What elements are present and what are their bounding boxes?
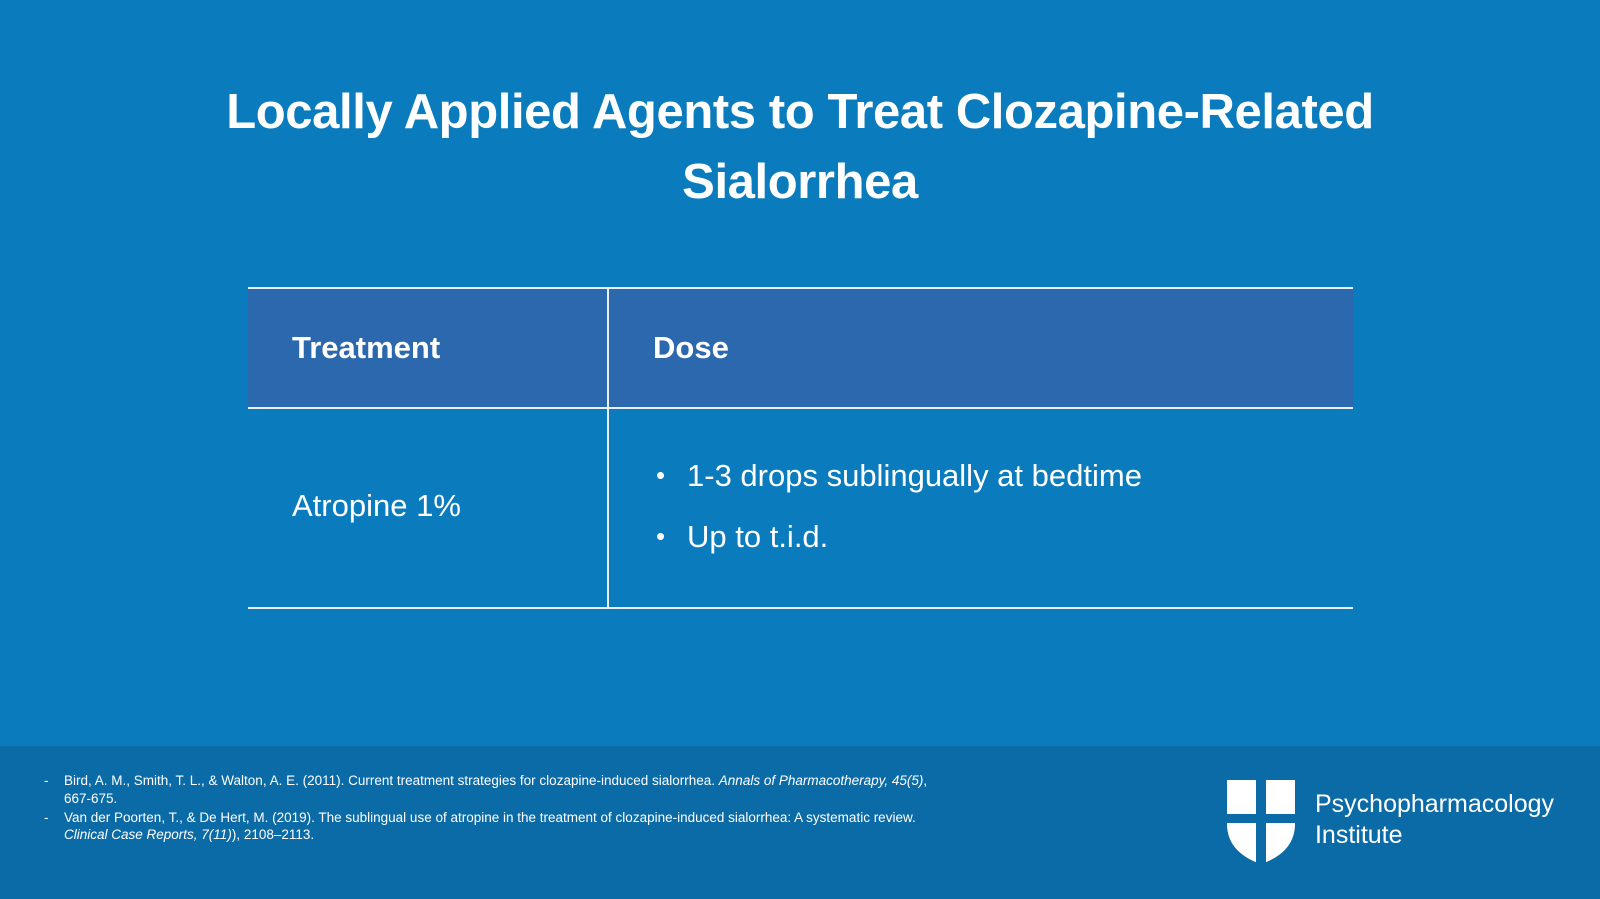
reference-part2: ), 2108–2113. xyxy=(231,827,315,843)
reference-text xyxy=(64,809,944,845)
brand-name-line1: Psychopharmacology xyxy=(1314,789,1554,818)
reference-part2: , 667-675. xyxy=(64,773,928,806)
page-title: Locally Applied Agents to Treat Clozapine-Related Sialorrhea xyxy=(226,85,1374,209)
list-item: • 1-3 drops sublingually at bedtime xyxy=(653,445,1353,506)
list-item xyxy=(44,772,944,808)
reference-marker: - xyxy=(44,809,49,825)
dose-bullet-list xyxy=(653,445,1353,568)
reference-marker: - xyxy=(44,773,49,788)
shield-icon xyxy=(1223,774,1299,866)
reference-part1: Bird, A. M., Smith, T. L., & Walton, A. E. (2011). Current treatment strategies for clozapine-induced sialorrhea. xyxy=(64,773,719,788)
cell-dose xyxy=(608,408,1353,608)
column-header-dose: Dose xyxy=(608,288,1353,408)
table-header xyxy=(248,288,1353,408)
reference-italic: Annals of Pharmacotherapy, 45(5) xyxy=(718,773,924,788)
brand-name-line2: Institute xyxy=(1314,821,1403,849)
brand-name xyxy=(1315,789,1554,852)
table-header-row xyxy=(248,288,1353,408)
reference-italic: Clinical Case Reports, 7(11) xyxy=(64,827,232,843)
list-item xyxy=(44,809,944,845)
reference-text xyxy=(64,772,944,808)
list-item: • Up to t.i.d. xyxy=(653,506,1353,567)
reference-part1: Van der Poorten, T., & De Hert, M. (2019). The sublingual use of atropine in the treatment of clozapine-induced sialorrhea: A systematic review. xyxy=(64,809,916,825)
footer-bar xyxy=(0,746,1600,899)
agents-table-container xyxy=(248,287,1353,609)
table-body xyxy=(248,408,1353,608)
cell-treatment: Atropine 1% xyxy=(248,408,608,608)
table-row xyxy=(248,408,1353,608)
references-block xyxy=(44,772,944,845)
brand-logo xyxy=(1223,774,1554,866)
agents-table xyxy=(248,287,1353,609)
column-header-treatment: Treatment xyxy=(248,288,608,408)
